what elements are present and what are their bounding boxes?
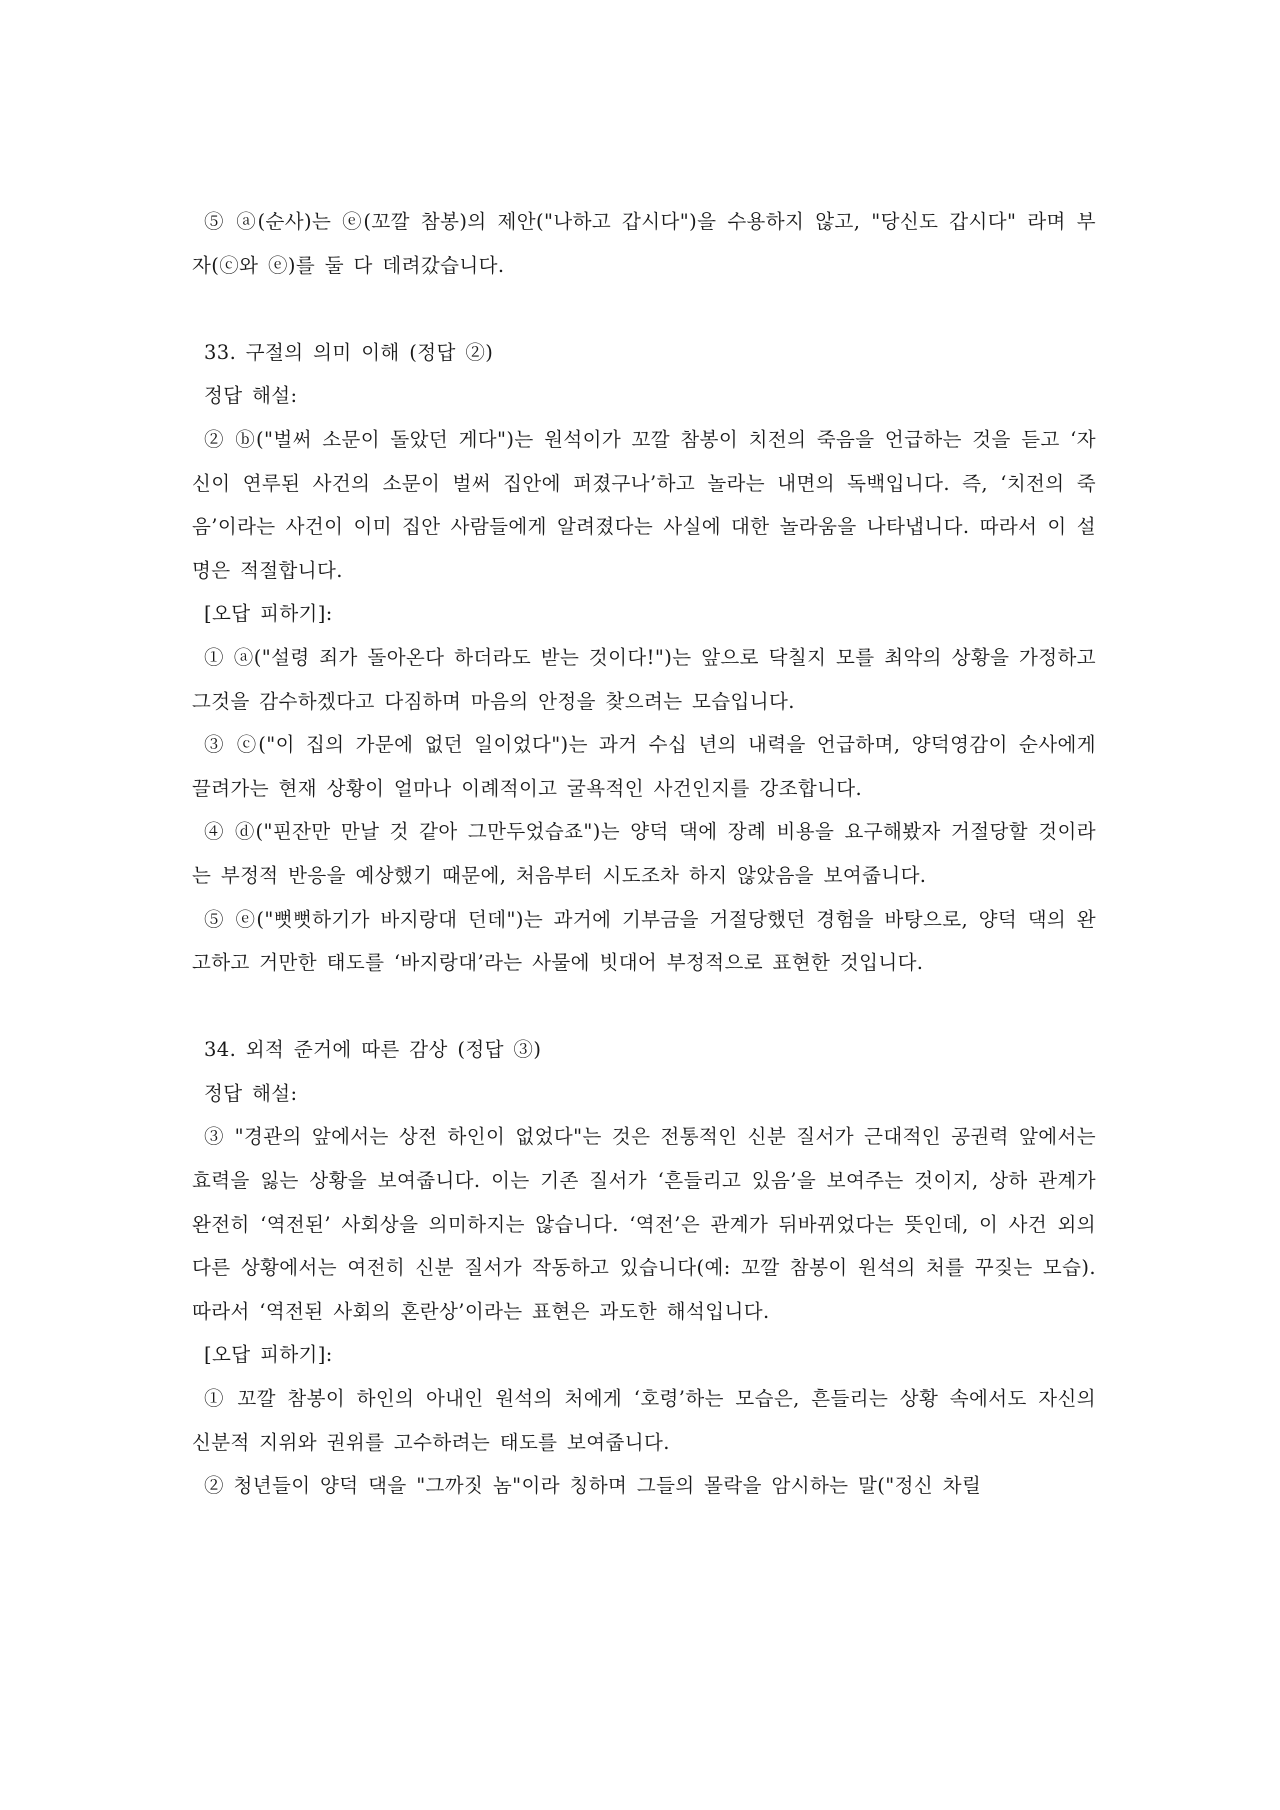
question-33-wrong-label: [오답 피하기]:	[204, 602, 333, 626]
question-34-option-2: ② 청년들이 양덕 댁을 "그까짓 놈"이라 칭하며 그들의 몰락을 암시하는 말("정신 차릴	[204, 1474, 982, 1498]
section-spacer	[192, 287, 1096, 331]
question-34-option-1: ① 꼬깔 참봉이 하인의 아내인 원석의 처에게 ‘호령’하는 모습은, 흔들리는 상황 속에서도 자신의 신분적 지위와 권위를 고수하려는 태도를 보여줍니다.	[192, 1387, 1096, 1454]
question-33-option-3: ③ ⓒ("이 집의 가문에 없던 일이었다")는 과거 수십 년의 내력을 언급하며, 양덕영감이 순사에게 끌려가는 현재 상황이 얼마나 이례적이고 굴욕적인 사건인지를 강조합니다.	[192, 733, 1096, 800]
question-33-heading: 33. 구절의 의미 이해 (정답 ②)	[204, 340, 494, 364]
paragraph-prev-option-5: ⑤ ⓐ(순사)는 ⓔ(꼬깔 참봉)의 제안("나하고 갑시다")을 수용하지 않고, "당신도 갑시다" 라며 부자(ⓒ와 ⓔ)를 둘 다 데려갔습니다.	[192, 210, 1096, 277]
question-33-option-4: ④ ⓓ("핀잔만 만날 것 같아 그만두었습죠")는 양덕 댁에 장례 비용을 요구해봤자 거절당할 것이라는 부정적 반응을 예상했기 때문에, 처음부터 시도조차 하지 않았음을 보여줍니다.	[192, 820, 1096, 887]
document-body	[192, 200, 1096, 1508]
question-34-wrong-label: [오답 피하기]:	[204, 1343, 333, 1367]
question-33-option-5: ⑤ ⓔ("뻣뻣하기가 바지랑대 던데")는 과거에 기부금을 거절당했던 경험을 바탕으로, 양덕 댁의 완고하고 거만한 태도를 ‘바지랑대’라는 사물에 빗대어 부정적으로 표현한 것입니다.	[192, 907, 1096, 975]
question-33-answer-label: 정답 해설:	[204, 384, 298, 408]
section-spacer	[192, 985, 1096, 1029]
question-33-answer-explanation: ② ⓑ("벌써 소문이 돌았던 게다")는 원석이가 꼬깔 참봉이 치전의 죽음을 언급하는 것을 듣고 ‘자신이 연루된 사건의 소문이 벌써 집안에 퍼졌구나’하고 놀라는 내면의 독백입니다. 즉, ‘치전의 죽음’이라는 사건이 이미 집안 사람들에게 알려졌다는 사실에 대한 놀라움을 나타냅니다. 따라서 이 설명은 적절합니다.	[192, 427, 1096, 582]
question-33-option-1: ① ⓐ("설령 죄가 돌아온다 하더라도 받는 것이다!")는 앞으로 닥칠지 모를 최악의 상황을 가정하고 그것을 감수하겠다고 다짐하며 마음의 안정을 찾으려는 모습입니다.	[192, 645, 1096, 713]
question-34-heading: 34. 외적 준거에 따른 감상 (정답 ③)	[204, 1038, 542, 1062]
question-34-answer-explanation: ③ "경관의 앞에서는 상전 하인이 없었다"는 것은 전통적인 신분 질서가 근대적인 공권력 앞에서는 효력을 잃는 상황을 보여줍니다. 이는 기존 질서가 ‘흔들리고 있음’을 보여주는 것이지, 상하 관계가 완전히 ‘역전된’ 사회상을 의미하지는 않습니다. ‘역전’은 관계가 뒤바뀌었다는 뜻인데, 이 사건 외의 다른 상황에서는 여전히 신분 질서가 작동하고 있습니다(예: 꼬깔 참봉이 원석의 처를 꾸짖는 모습). 따라서 ‘역전된 사회의 혼란상’이라는 표현은 과도한 해석입니다.	[192, 1125, 1096, 1323]
question-34-answer-label: 정답 해설:	[204, 1081, 298, 1105]
